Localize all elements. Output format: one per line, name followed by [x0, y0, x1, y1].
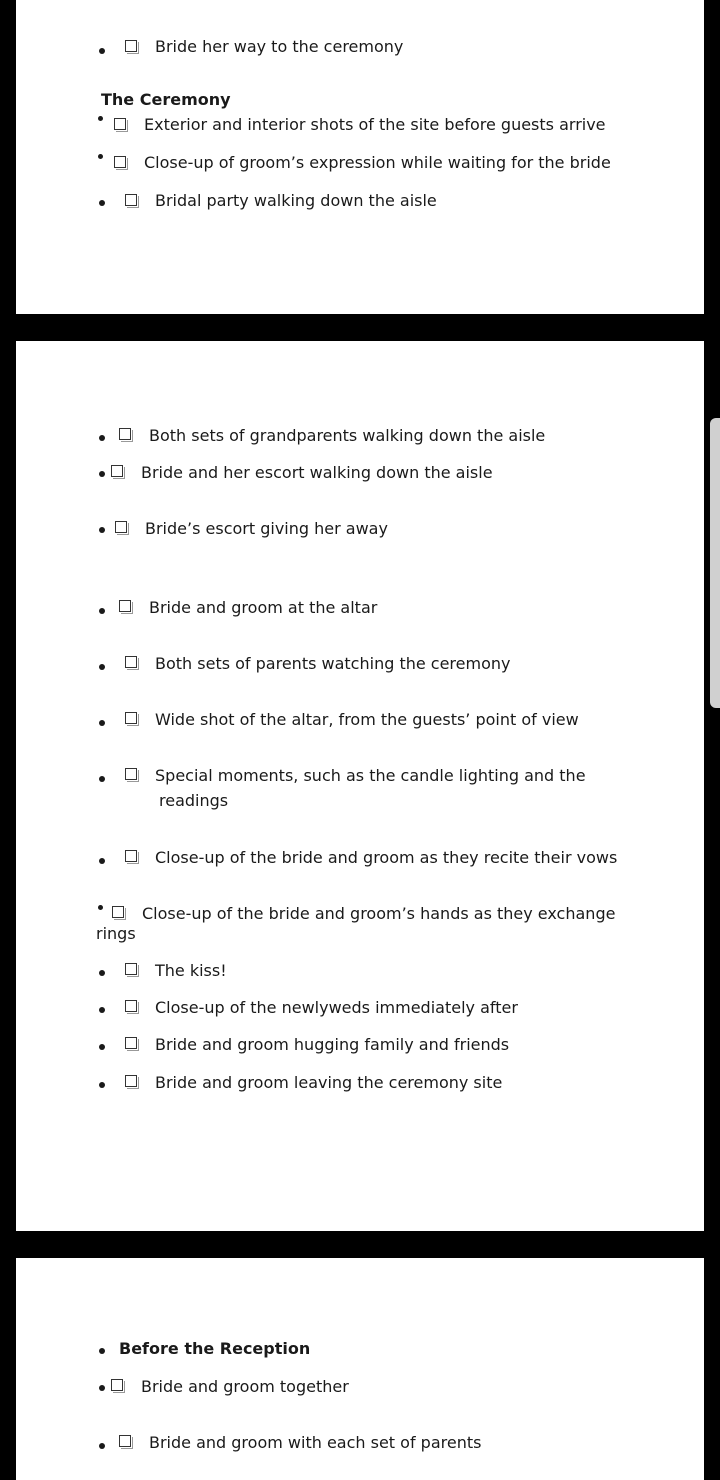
document-page-1	[16, 0, 704, 314]
bullet-icon	[99, 1385, 105, 1391]
checkbox-icon[interactable]	[119, 1435, 131, 1447]
item-label: Wide shot of the altar, from the guests’ point of view	[155, 710, 579, 729]
bullet-icon	[99, 608, 105, 614]
checkbox-icon[interactable]	[125, 850, 137, 862]
checkbox-icon[interactable]	[125, 1000, 137, 1012]
bullet-icon	[98, 154, 103, 159]
item-label: Exterior and interior shots of the site before guests arrive	[144, 115, 606, 134]
item-label: Close-up of the bride and groom’s hands as they exchange	[142, 904, 616, 923]
bullet-icon	[99, 970, 105, 976]
checkbox-icon[interactable]	[125, 712, 137, 724]
section-heading-ceremony: The Ceremony	[101, 90, 231, 109]
item-label: Close-up of the bride and groom as they recite their vows	[155, 848, 618, 867]
bullet-icon	[99, 1044, 105, 1050]
section-heading-reception: Before the Reception	[119, 1339, 311, 1358]
bullet-icon	[99, 1007, 105, 1013]
checkbox-icon[interactable]	[111, 465, 123, 477]
document-page-2	[16, 341, 704, 1231]
scrollbar-thumb[interactable]	[710, 418, 720, 708]
item-label: Bridal party walking down the aisle	[155, 191, 437, 210]
checkbox-icon[interactable]	[112, 906, 124, 918]
checkbox-icon[interactable]	[114, 156, 126, 168]
item-label: Bride’s escort giving her away	[145, 519, 388, 538]
bullet-icon	[98, 905, 103, 910]
item-label: Close-up of the newlyweds immediately after	[155, 998, 518, 1017]
checkbox-icon[interactable]	[125, 1075, 137, 1087]
checkbox-icon[interactable]	[119, 600, 131, 612]
item-label-continuation: readings	[159, 791, 229, 810]
bullet-icon	[99, 527, 105, 533]
bullet-icon	[99, 720, 105, 726]
checkbox-icon[interactable]	[125, 1037, 137, 1049]
bullet-icon	[99, 200, 105, 206]
checkbox-icon[interactable]	[119, 428, 131, 440]
item-label: Close-up of groom’s expression while waiting for the bride	[144, 153, 611, 172]
document-page-3	[16, 1258, 704, 1480]
bullet-icon	[99, 1443, 105, 1449]
checkbox-icon[interactable]	[125, 656, 137, 668]
bullet-icon	[99, 435, 105, 441]
bullet-icon	[99, 858, 105, 864]
checkbox-icon[interactable]	[125, 194, 137, 206]
bullet-icon	[99, 48, 105, 54]
item-label: Special moments, such as the candle lighting and the	[155, 766, 586, 785]
item-label: Bride her way to the ceremony	[155, 37, 404, 56]
item-label: Bride and groom at the altar	[149, 598, 378, 617]
item-label: Bride and groom hugging family and friends	[155, 1035, 510, 1054]
checkbox-icon[interactable]	[114, 118, 126, 130]
item-label-continuation: rings	[96, 924, 136, 943]
item-label: Bride and groom with each set of parents	[149, 1433, 482, 1452]
checkbox-icon[interactable]	[115, 521, 127, 533]
checkbox-icon[interactable]	[125, 768, 137, 780]
checkbox-icon[interactable]	[111, 1379, 123, 1391]
item-label: The kiss!	[155, 961, 227, 980]
item-label: Bride and groom together	[141, 1377, 349, 1396]
item-label: Both sets of parents watching the ceremony	[155, 654, 511, 673]
bullet-icon	[99, 776, 105, 782]
bullet-icon	[99, 1082, 105, 1088]
item-label: Both sets of grandparents walking down the aisle	[149, 426, 546, 445]
item-label: Bride and groom leaving the ceremony site	[155, 1073, 503, 1092]
item-label: Bride and her escort walking down the aisle	[141, 463, 493, 482]
bullet-icon	[99, 664, 105, 670]
checkbox-icon[interactable]	[125, 963, 137, 975]
bullet-icon	[99, 471, 105, 477]
bullet-icon	[98, 116, 103, 121]
checkbox-icon[interactable]	[125, 40, 137, 52]
bullet-icon	[99, 1348, 105, 1354]
